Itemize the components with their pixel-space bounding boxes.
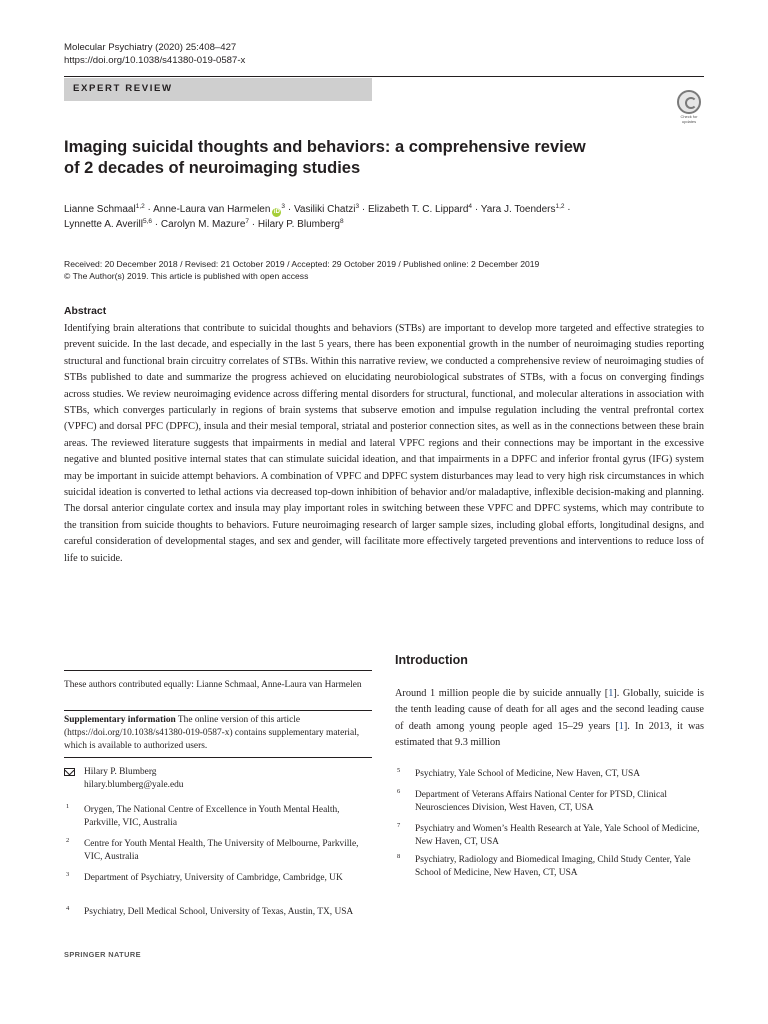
correspondence-email[interactable]: hilary.blumberg@yale.edu	[84, 779, 184, 790]
doi-line[interactable]: https://doi.org/10.1038/s41380-019-0587-x	[64, 55, 246, 66]
supplementary-link[interactable]: https://doi.org/10.1038/s41380-019-0587-x	[67, 727, 230, 738]
journal-header	[64, 41, 245, 67]
footnote-rule	[64, 670, 372, 671]
update-check-icon	[677, 90, 701, 114]
author-separator: ·	[251, 219, 256, 230]
footnote-rule	[64, 710, 372, 711]
author[interactable]: Lynnette A. Averill$^{5,6}$	[64, 218, 152, 230]
abstract-heading: Abstract	[64, 306, 107, 317]
author-separator: ·	[474, 204, 479, 215]
author-separator: ·	[147, 204, 151, 215]
orcid-icon[interactable]: iD	[273, 209, 280, 215]
equal-contribution-note: These authors contributed equally: Lianne Schmaal, Anne-Laura van Harmelen	[64, 680, 362, 690]
reference-link[interactable]: 1	[608, 688, 614, 699]
license-line: © The Author(s) 2019. This article is published with open access	[64, 271, 309, 281]
author[interactable]: Elizabeth T. C. Lippard$^4$	[367, 203, 473, 215]
reference-link[interactable]: 1	[618, 720, 624, 732]
author[interactable]: Vasiliki Chatzi$^3$	[293, 203, 360, 215]
article-title	[64, 137, 664, 179]
updates-badge-caption: Check for updates	[680, 114, 698, 124]
footnote-rule	[64, 757, 372, 758]
author-separator: ·	[287, 204, 292, 215]
publisher-logo: SPRINGER NATURE	[64, 950, 141, 959]
header-rule	[64, 76, 704, 77]
section-banner	[64, 78, 372, 101]
introduction-text: Around 1 million people die by suicide annually [1]. Globally, suicide is the tenth leading cause of death for all ages and the second leading cause of death among young people aged 15–29 years [1]. In 2013, it was estimated that 9.3 million	[395, 688, 705, 749]
supplementary-label: Supplementary information	[64, 715, 176, 725]
author-separator: ·	[361, 204, 366, 215]
author[interactable]: Hilary P. Blumberg$^8$	[257, 218, 344, 230]
title-line-1: Imaging suicidal thoughts and behaviors: a comprehensive review	[64, 138, 586, 156]
author[interactable]: Lianne Schmaal$^{1,2}$	[64, 203, 145, 215]
author-separator: ·	[567, 204, 571, 215]
envelope-icon	[64, 768, 75, 776]
journal-citation: Molecular Psychiatry (2020) 25:408–427	[64, 42, 237, 53]
check-for-updates-badge[interactable]	[675, 90, 703, 124]
author-list	[64, 202, 714, 232]
author-separator: ·	[154, 219, 159, 230]
correspondence-name: Hilary P. Blumberg	[84, 767, 157, 777]
author[interactable]: Carolyn M. Mazure$^7$	[160, 218, 249, 230]
publication-dates	[64, 258, 714, 282]
abstract-text: Identifying brain alterations that contribute to suicidal thoughts and behaviors (STBs) are important to develop more targeted and effective strategies to prevent suicide. In the last decade, and especially in the last 5 years, there has been exponential growth in the number of neuroimaging studies reporting structural and functional brain circuitry correlates of STBs. Within this narrative review, we conducted a comprehensive review of neuroimaging studies of STBs published to date and summarize the progress achieved on elucidating neurobiological substrates of STBs, with a focus on converging findings across studies. We review neuroimaging evidence across differing mental disorders for structural, functional, and molecular alterations in association with STBs, which converges particularly in regions of brain systems that subserve emotion and impulse regulation including the ventral prefrontal cortex (VPFC) and dorsal PFC (DPFC), insula and their mesial temporal, striatal and posterior connection sites, as well as in the connections between these brain areas. The reviewed literature suggests that impairments in medial and lateral VPFC regions and their connections may be important in the excessive negative and blunted positive internal states that can stimulate suicidal ideation, and that impairments in a DPFC and inferior frontal gyrus (IFG) system may be important in suicide attempt behaviors. A combination of VPFC and DPFC system disturbances may lead to very high risk circumstances in which suicidal ideation is converted to lethal actions via decreased top-down inhibition of behavior and/or maladaptive, inflexible decision-making and planning. The dorsal anterior cingulate cortex and insula may play important roles in switching between these VPFC and DPFC systems, which may contribute to the transition from suicide thoughts to behaviors. Future neuroimaging research of larger sample sizes, including global efforts, longitudinal designs, and careful consideration of developmental stages, and sex and gender, will facilitate more effectively targeted preventions and interventions to reduce loss of life to suicide.	[64, 323, 704, 564]
section-label: EXPERT REVIEW	[73, 83, 173, 94]
supplementary-note: Supplementary information The online version of this article (https://doi.org/10.1038/s41380-019-0587-x) contains supplementary material, which is available to authorized users.	[64, 715, 360, 751]
title-line-2: of 2 decades of neuroimaging studies	[64, 159, 361, 177]
introduction-heading: Introduction	[395, 653, 468, 667]
author[interactable]: Yara J. Toenders$^{1,2}$	[480, 203, 565, 215]
dates-line: Received: 20 December 2018 / Revised: 21 October 2019 / Accepted: 29 October 2019 / Published online: 2 December 2019	[64, 259, 540, 269]
author[interactable]: Anne-Laura van Harmelen $iD^3$	[153, 203, 286, 215]
